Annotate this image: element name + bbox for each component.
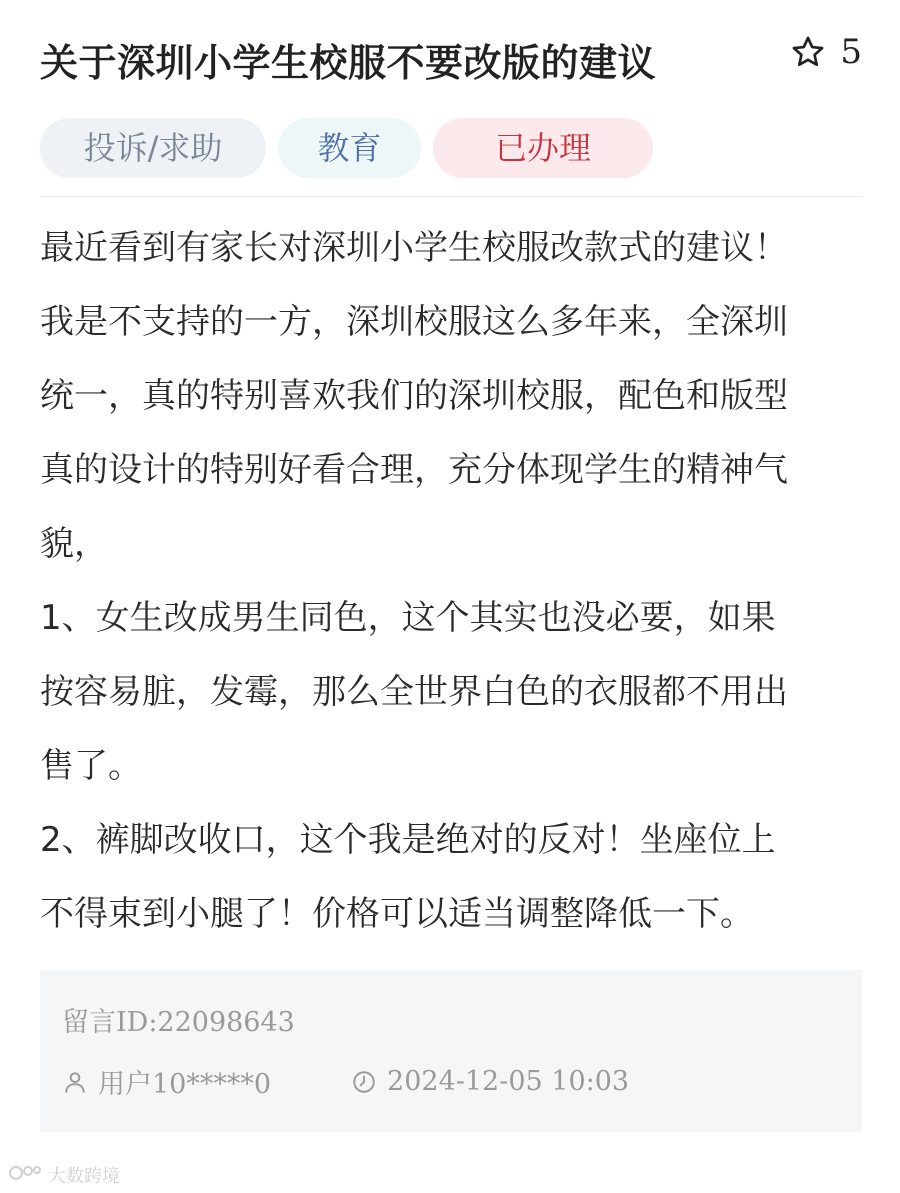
favorite-count: 5	[840, 32, 862, 72]
content-paragraph: 1、女生改成男生同色，这个其实也没必要，如果 按容易脏，发霉，那么全世界白色的衣服都不用出 售了。	[40, 598, 788, 786]
favorite-button[interactable]	[790, 32, 862, 72]
tag-list	[40, 118, 653, 178]
message-meta-panel	[40, 970, 862, 1132]
meta-user	[62, 1062, 271, 1101]
watermark	[8, 1162, 120, 1188]
clock-icon	[351, 1069, 377, 1095]
content-paragraph: 最近看到有家长对深圳小学生校服改款式的建议！ 我是不支持的一方，深圳校服这么多年来，全深圳 统一，真的特别喜欢我们的深圳校服，配色和版型 真的设计的特别好看合理，充分体现学生的精神气 貌，	[40, 228, 788, 564]
user-icon	[62, 1069, 88, 1095]
tag-category[interactable]: 教育	[278, 118, 421, 178]
timestamp: 2024-12-05 10:03	[387, 1066, 630, 1097]
user-name: 用户10*****0	[98, 1069, 272, 1100]
tag-status: 已办理	[433, 118, 653, 178]
divider	[40, 196, 862, 197]
tag-type[interactable]: 投诉/求助	[40, 118, 266, 178]
page-header	[40, 24, 862, 94]
page-title: 关于深圳小学生校服不要改版的建议	[40, 41, 657, 85]
star-outline-icon	[790, 34, 826, 70]
content-paragraph: 2、裤脚改收口，这个我是绝对的反对！坐座位上 不得束到小腿了！价格可以适当调整降低一下。	[40, 820, 776, 934]
watermark-text: 大数跨境	[48, 1166, 120, 1187]
message-content	[40, 211, 862, 951]
message-id: 留言ID:22098643	[62, 1007, 295, 1038]
meta-time	[351, 1066, 629, 1097]
brand-logo-icon	[8, 1163, 42, 1188]
meta-row	[62, 1062, 629, 1101]
